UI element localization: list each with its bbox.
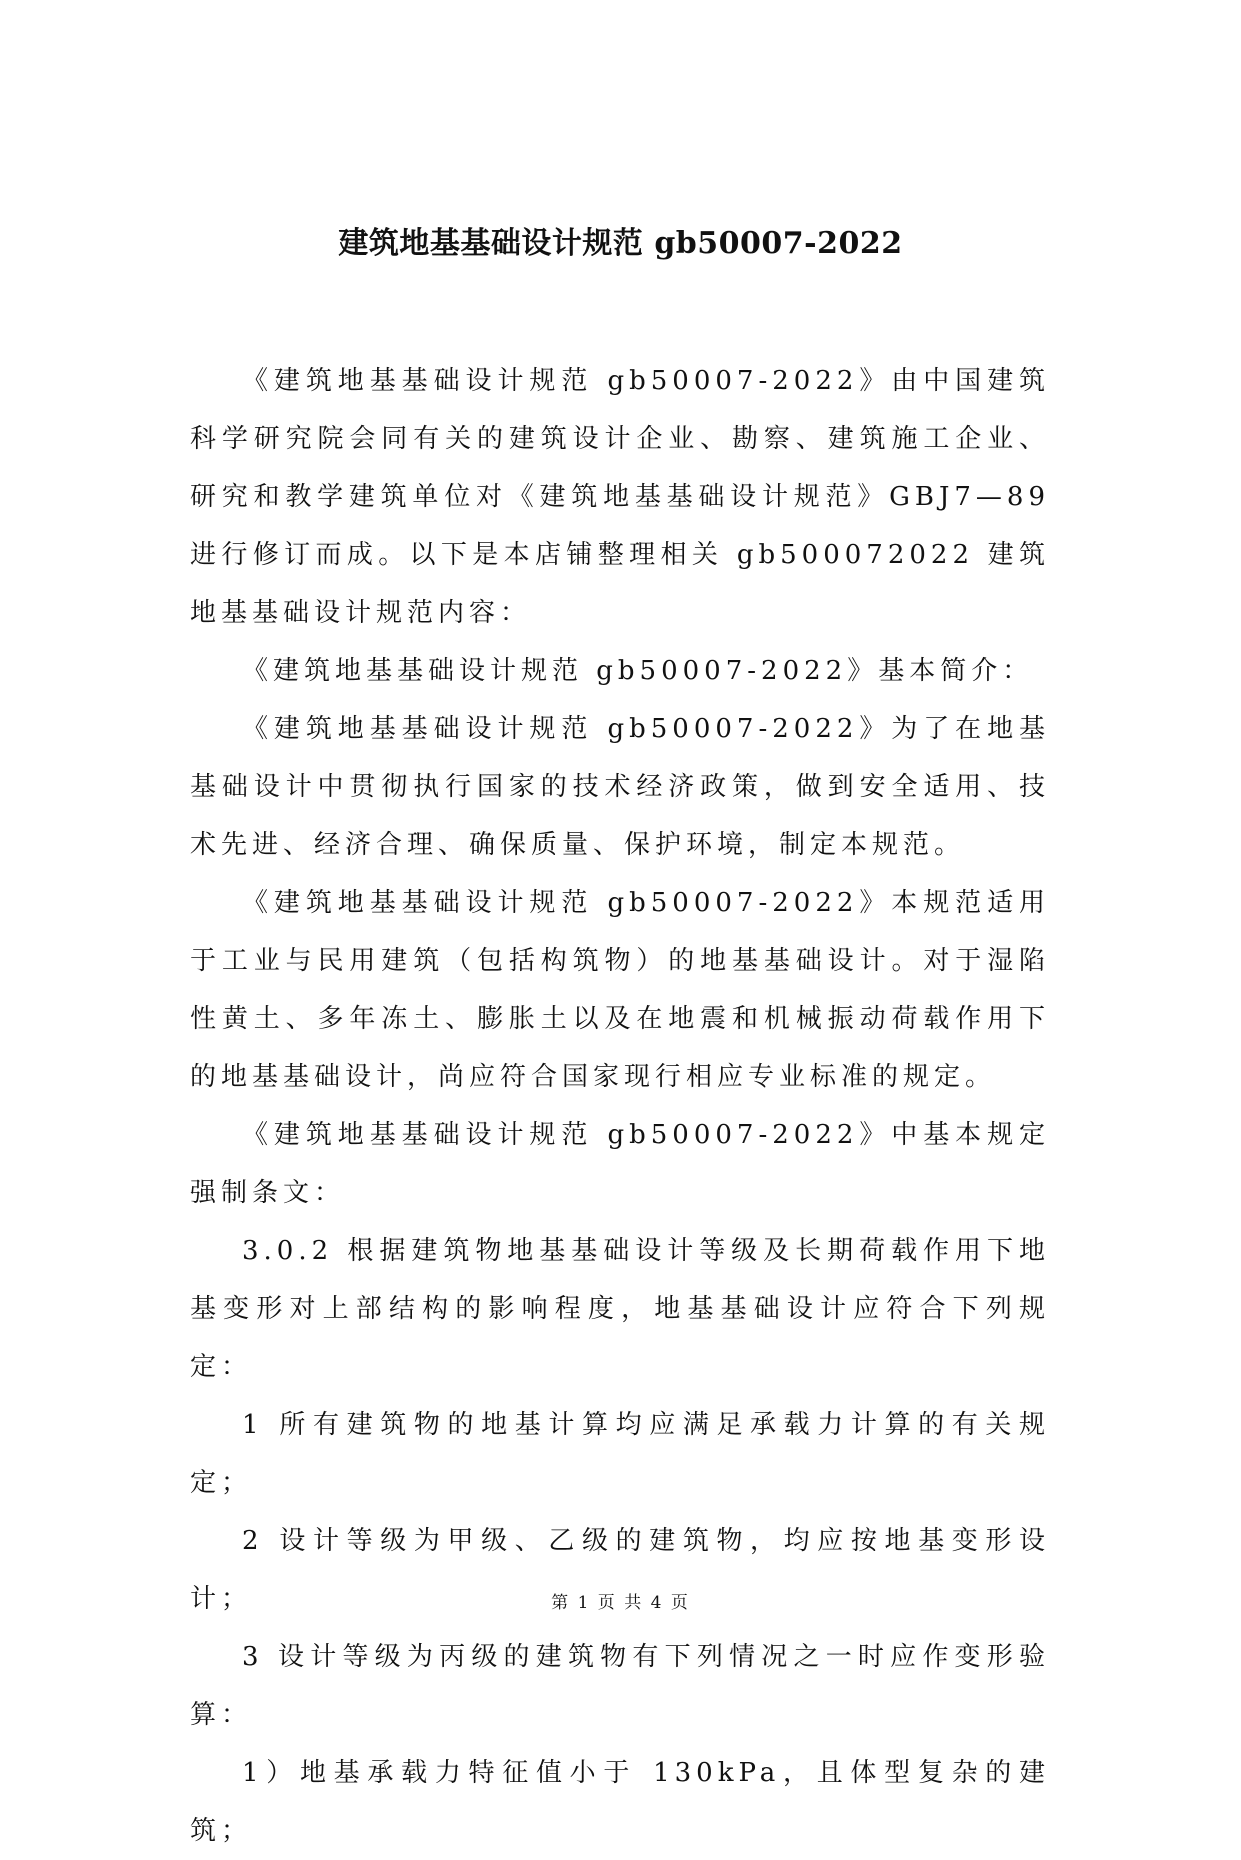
paragraph-clause-3-0-2: 3.0.2 根据建筑物地基基础设计等级及长期荷载作用下地基变形对上部结构的影响程度，地基基础设计应符合下列规定： [190, 1236, 1050, 1382]
paragraph-rule-3: 3 设计等级为丙级的建筑物有下列情况之一时应作变形验算： [190, 1642, 1050, 1730]
paragraph-purpose: 《建筑地基基础设计规范 gb50007-2022》为了在地基基础设计中贯彻执行国家的技术经济政策，做到安全适用、技术先进、经济合理、确保质量、保护环境，制定本规范。 [190, 714, 1050, 860]
document-body [190, 352, 1050, 1860]
paragraph-rule-3-item-1: 1）地基承载力特征值小于 130kPa，且体型复杂的建筑； [190, 1758, 1050, 1846]
paragraph-mandatory-heading: 《建筑地基基础设计规范 gb50007-2022》中基本规定强制条文： [190, 1120, 1050, 1208]
paragraph-summary-heading: 《建筑地基基础设计规范 gb50007-2022》基本简介： [242, 656, 1034, 686]
paragraph-rule-2: 2 设计等级为甲级、乙级的建筑物，均应按地基变形设计； [190, 1526, 1050, 1614]
paragraph-rule-1: 1 所有建筑物的地基计算均应满足承载力计算的有关规定； [190, 1410, 1050, 1498]
paragraph-intro: 《建筑地基基础设计规范 gb50007-2022》由中国建筑科学研究院会同有关的建筑设计企业、勘察、建筑施工企业、研究和教学建筑单位对《建筑地基基础设计规范》GBJ7—89 进行修订而成。以下是本店铺整理相关 gb500072022 建筑地基基础设计规范内容： [190, 366, 1050, 628]
document-title: 建筑地基基础设计规范 gb50007-2022 [338, 226, 903, 261]
paragraph-scope: 《建筑地基基础设计规范 gb50007-2022》本规范适用于工业与民用建筑（包括构筑物）的地基基础设计。对于湿陷性黄土、多年冻土、膨胀土以及在地震和机械振动荷载作用下的地基基础设计，尚应符合国家现行相应专业标准的规定。 [190, 888, 1050, 1092]
page-footer: 第 1 页 共 4 页 [551, 1593, 690, 1613]
